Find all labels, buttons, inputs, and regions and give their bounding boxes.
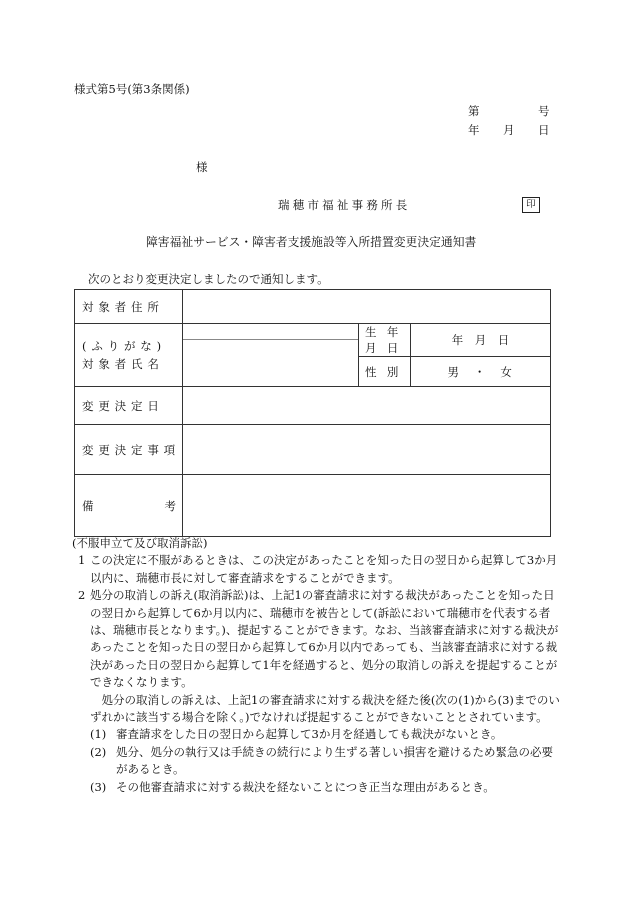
form-number: 様式第5号(第3条関係) — [74, 82, 190, 96]
note-subitem-2 — [90, 744, 560, 779]
remarks-label-2: 考 — [164, 498, 176, 513]
note-subitem-3 — [90, 779, 560, 796]
date-year: 年 — [468, 123, 480, 137]
note-item-2-paragraph-2: 処分の取消しの訴えは、上記1の審査請求に対する裁決を経た後(次の(1)から(3)までのいずれかに該当する場合を除く。)でなければ提起することができないこととされています。 — [90, 692, 560, 725]
notes-section — [72, 535, 560, 796]
address-row — [75, 290, 551, 324]
note-item-1-number: 1 — [78, 553, 86, 568]
notes-heading: (不服申立て及び取消訴訟) — [72, 536, 208, 550]
change-items-field[interactable] — [183, 425, 551, 475]
note-item-2 — [72, 587, 560, 691]
note-subitem-2-number: (2) — [90, 744, 107, 759]
sender-name: 瑞穂市福祉事務所長 — [278, 198, 411, 212]
note-item-1-text: この決定に不服があるときは、この決定があったことを知った日の翌日から起算して3か月以内に、瑞穂市長に対して審査請求をすることができます。 — [90, 553, 558, 585]
address-label: 対象者住所 — [75, 290, 183, 324]
note-subitem-1-number: (1) — [90, 727, 107, 742]
seal-mark: 印 — [522, 197, 540, 213]
change-date-label: 変更決定日 — [75, 387, 183, 425]
birth-label-cell — [359, 324, 411, 357]
date-day: 日 — [538, 123, 550, 137]
remarks-label-cell — [75, 475, 183, 537]
change-date-row — [75, 387, 551, 425]
remarks-label-1: 備 — [82, 498, 94, 513]
note-subitem-3-number: (3) — [90, 779, 107, 794]
doc-number-prefix: 第 — [468, 104, 480, 118]
note-item-2-number: 2 — [78, 588, 86, 603]
note-item-2-text: 処分の取消しの訴え(取消訴訟)は、上記1の審査請求に対する裁決があったことを知った日の翌日から起算して6か月以内に、瑞穂市を被告として(訴訟において瑞穂市を代表する者は、瑞穂市長となります。)、提起することができます。なお、当該審査請求に対する裁決があったことを知った日の翌日から起算して6か月以内であっても、当該審査請求に対する裁決があった日の翌日から起算して1年を経過すると、処分の取消しの訴えを提起することができなくなります。 — [90, 588, 559, 690]
change-items-row — [75, 425, 551, 475]
sex-field[interactable]: 男 ・ 女 — [411, 357, 551, 387]
address-field[interactable] — [183, 290, 551, 324]
doc-number-suffix: 号 — [538, 104, 550, 118]
furigana-label: (ふりがな) — [82, 339, 166, 353]
note-subitems — [72, 726, 560, 796]
birth-label-line1: 生年 — [365, 325, 409, 339]
birth-label-line2: 月日 — [365, 341, 409, 355]
change-date-field[interactable] — [183, 387, 551, 425]
note-subitem-3-text: その他審査請求に対する裁決を経ないことにつき正当な理由があるとき。 — [116, 779, 495, 794]
name-label: 対象者氏名 — [82, 357, 164, 371]
intro-text: 次のとおり変更決定しましたので通知します。 — [88, 272, 329, 286]
form-table — [74, 289, 551, 537]
sex-label: 性別 — [359, 357, 411, 387]
note-subitem-1 — [90, 726, 560, 743]
document-title: 障害福祉サービス・障害者支援施設等入所措置変更決定通知書 — [146, 235, 477, 249]
furigana-divider — [183, 339, 358, 340]
note-subitem-2-text: 処分、処分の執行又は手続きの続行により生ずる著しい損害を避けるため緊急の必要があるとき。 — [116, 744, 553, 777]
note-item-1 — [72, 552, 560, 587]
name-row-top — [75, 324, 551, 357]
remarks-row — [75, 475, 551, 537]
remarks-field[interactable] — [183, 475, 551, 537]
date-month: 月 — [503, 123, 515, 137]
birth-date-field[interactable]: 年 月 日 — [411, 324, 551, 357]
name-field[interactable] — [183, 324, 359, 387]
name-label-cell — [75, 324, 183, 387]
addressee-honorific: 様 — [196, 160, 208, 174]
change-items-label: 変更決定事項 — [75, 425, 183, 475]
note-subitem-1-text: 審査請求をした日の翌日から起算して3か月を経過しても裁決がないとき。 — [116, 727, 503, 742]
